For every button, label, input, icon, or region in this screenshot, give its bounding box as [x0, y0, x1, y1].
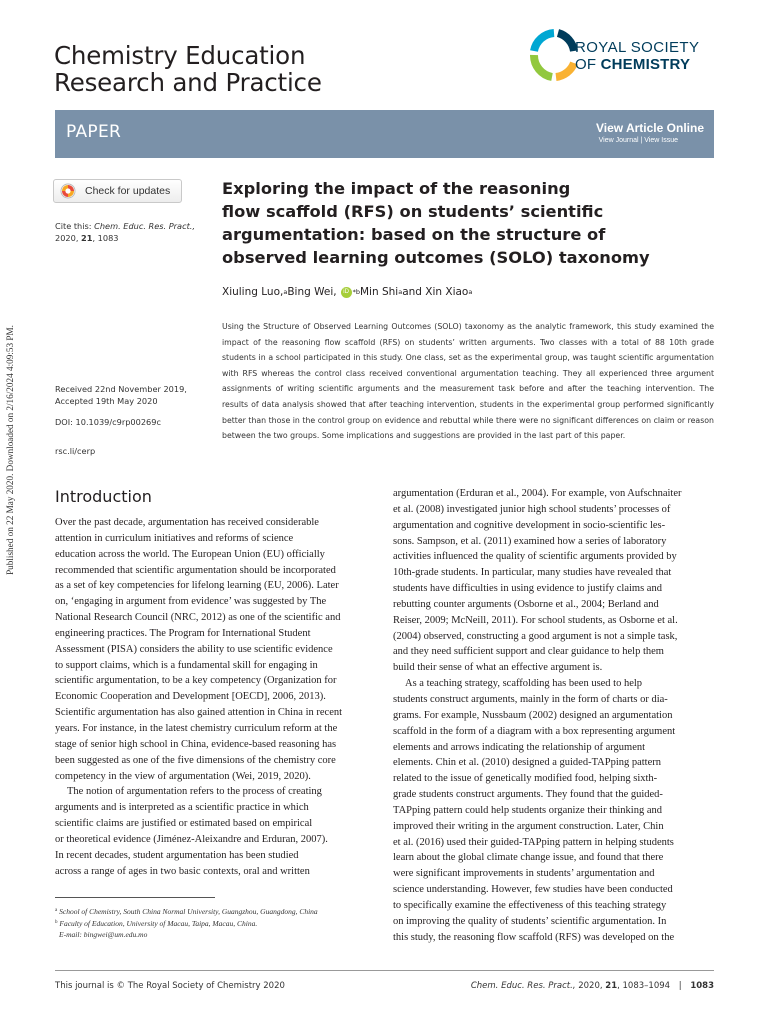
article-type-label: PAPER [66, 122, 122, 142]
rsc-wordmark-line1: ROYAL SOCIETY [575, 39, 700, 56]
body-paragraph: As a teaching strategy, scaffolding has been used to help students construct arguments, mainly in the form of charts or dia- grams. For example, Nussbaum (2002) designed an argumentation scaffold in the form of a diagram with a box representing argument elements and arrows indicating the relationship of argument elements. Chin et al. (2010) designed a guided-TAPping pattern related to the issue of genetically modified food, helping sixth- grade students construct arguments. They found that the guided- TAPping pattern could help students organize their thinking and improved their writing in the argument construction. Later, Chin et al. (2016) used their guided-TAPping pattern in helping students learn about the global climate change issue, and found that there were significant improvements in students’ argumentation and science understanding. However, few studies have been conducted to specifically examine the effectiveness of this teaching strategy on improving the quality of students’ scientific argumentation. In this study, the reasoning flow scaffold (RFS) was developed on the [393, 678, 676, 943]
rsc-wordmark [575, 40, 699, 73]
footer-year: 2020, [575, 981, 606, 991]
body-paragraph: Over the past decade, argumentation has received considerable attention in curriculum initiatives and reforms of science education across the world. The European Union (EU) officially recommended that scientific argumentation should be incorporated as a set of key competencies for lifelong learning (EU, 2006). Later on, ‘engaging in argument from evidence’ was suggested by The National Research Council (NRC, 2012) as one of the scientific and engineering practices. The Program for International Student Assessment (PISA) considers the ability to use scientific evidence to support claims, which is a fundamental skill for engaging in scientific argumentation, to be a key competency (Organization for Economic Cooperation and Development [OECD], 2006, 2013). Scientific argumentation has also gained attention in China in recent years. For instance, in the latest chemistry curriculum reform at the stage of senior high school in China, evidence-based reasoning has been suggested as one of the five dimensions of the chemistry core competency in the view of argumentation (Wei, 2019, 2020). [55, 517, 343, 782]
cite-year: 2020, [55, 233, 82, 244]
publication-stamp-text: Published on 22 May 2020. Downloaded on 2/16/2024 4:09:53 PM. [5, 325, 16, 575]
footer-separator: | [678, 981, 682, 991]
author-name: Bing Wei, [287, 286, 337, 298]
footnotes [55, 905, 318, 940]
view-article-online-link[interactable]: View Article Online [595, 121, 704, 135]
orcid-icon[interactable]: iD [341, 287, 352, 298]
footer-copyright: This journal is © The Royal Society of Chemistry 2020 [55, 981, 285, 991]
rsc-wordmark-line2 [575, 56, 699, 73]
cite-pages: , 1083 [92, 233, 119, 244]
body-paragraph: argumentation (Erduran et al., 2004). For example, von Aufschnaiter et al. (2008) investigated junior high school students’ processes of argumentation and cognitive development in socio-scientific les- sons. Sampson, et al. (2011) examined how a series of laboratory activities influenced the quality of scientific arguments provided by 10th-grade students. In particular, many studies have revealed that students have difficulties in using evidence to justify claims and rebutting counter arguments (Osborne et al., 2004; Berland and Reiser, 2009; McNeill, 2011). For school students, as Osborne et al. (2004) observed, constructing a good argument is not a simple task, and they need sufficient support and clear guidance to help them build their sense of what an effective argument is. [393, 488, 682, 674]
citation-block [55, 220, 195, 244]
article-title [222, 177, 712, 269]
accepted-date: Accepted 19th May 2020 [55, 396, 158, 407]
publication-stamp [3, 300, 17, 600]
footer-journal: Chem. Educ. Res. Pract., [470, 981, 576, 991]
title-line: observed learning outcomes (SOLO) taxonomy [222, 248, 650, 268]
footnote-marker: b [55, 920, 58, 925]
cite-volume: 21 [81, 233, 93, 244]
footnote-marker: a [55, 908, 58, 913]
journal-title-line2: Research and Practice [54, 68, 322, 97]
footnote-divider [55, 897, 215, 898]
author-affiliation: a [283, 288, 288, 296]
cite-journal: Chem. Educ. Res. Pract., [94, 221, 195, 231]
article-type-banner [55, 110, 714, 158]
body-column-right [393, 486, 713, 945]
footnote [55, 929, 318, 940]
received-accepted [55, 383, 187, 407]
rsc-wordmark-bold: CHEMISTRY [600, 56, 691, 73]
author-name: and Xin Xiao [402, 286, 469, 298]
rsc-wordmark-prefix: OF [575, 56, 601, 73]
footnote-text: Faculty of Education, University of Macau, Taipa, Macau, China. [59, 919, 258, 928]
journal-title-line1: Chemistry Education [54, 41, 306, 70]
section-heading-introduction: Introduction [55, 487, 152, 506]
footnote [55, 917, 318, 929]
footer-divider [55, 970, 714, 971]
author-affiliation: a [398, 288, 403, 296]
author-affiliation: a [468, 288, 473, 296]
check-for-updates-button[interactable] [53, 179, 182, 203]
title-line: flow scaffold (RFS) on students’ scientific [222, 202, 604, 222]
journal-site-link[interactable]: rsc.li/cerp [55, 446, 96, 456]
footnote [55, 905, 318, 917]
footer-citation [471, 981, 714, 991]
check-updates-icon [60, 183, 76, 199]
author-list [222, 286, 472, 298]
footnote-text: School of Chemistry, South China Normal University, Guangzhou, Guangdong, China [59, 907, 318, 916]
received-date: Received 22nd November 2019, [55, 384, 187, 394]
abstract: Using the Structure of Observed Learning Outcomes (SOLO) taxonomy as the analytic framework, this study examined the impact of the reasoning flow scaffold (RFS) on students’ written arguments. Two classes with a total of 88 10th grade students in a school participated in this study. One class, set as the experimental group, was taught scientific argumentation with RFS whereas the control class received conventional argumentation teaching. They all experienced three argument assignments of writing scientific arguments and the measurement task before and after the teaching intervention. The results of data analysis showed that after teaching intervention, students in the experimental group performed significantly better than those in the control group on evidence and rebuttal while there were no significant differences on claim or reason between the two groups. Some implications and suggestions are provided in the last part of this paper. [222, 322, 714, 441]
author-affiliation: *b [352, 288, 360, 296]
body-paragraph: The notion of argumentation refers to the process of creating arguments and is interpreted as a scientific practice in which scientific claims are justified or estimated based on empirical or theoretical evidence (Jiménez-Aleixandre and Erduran, 2007). In recent decades, student argumentation has been studied across a range of ages in two basic contexts, oral and written [55, 786, 328, 877]
author-name: Min Shi [359, 286, 399, 298]
footnote-email[interactable]: E-mail: bingwei@um.edu.mo [59, 930, 148, 939]
page-number: 1083 [690, 981, 714, 991]
body-column-left [55, 515, 375, 879]
journal-title [54, 42, 322, 96]
author-name: Xiuling Luo, [222, 286, 284, 298]
title-line: Exploring the impact of the reasoning [222, 179, 571, 198]
check-for-updates-label: Check for updates [85, 185, 171, 197]
footer-volume: 21 [605, 981, 618, 991]
doi[interactable]: DOI: 10.1039/c9rp00269c [55, 417, 161, 427]
view-journal-issue-links[interactable]: View Journal | View Issue [598, 137, 678, 144]
title-line: argumentation: based on the structure of [222, 225, 606, 245]
footer-pages: , 1083–1094 [617, 981, 671, 991]
cite-label: Cite this: [55, 221, 95, 231]
